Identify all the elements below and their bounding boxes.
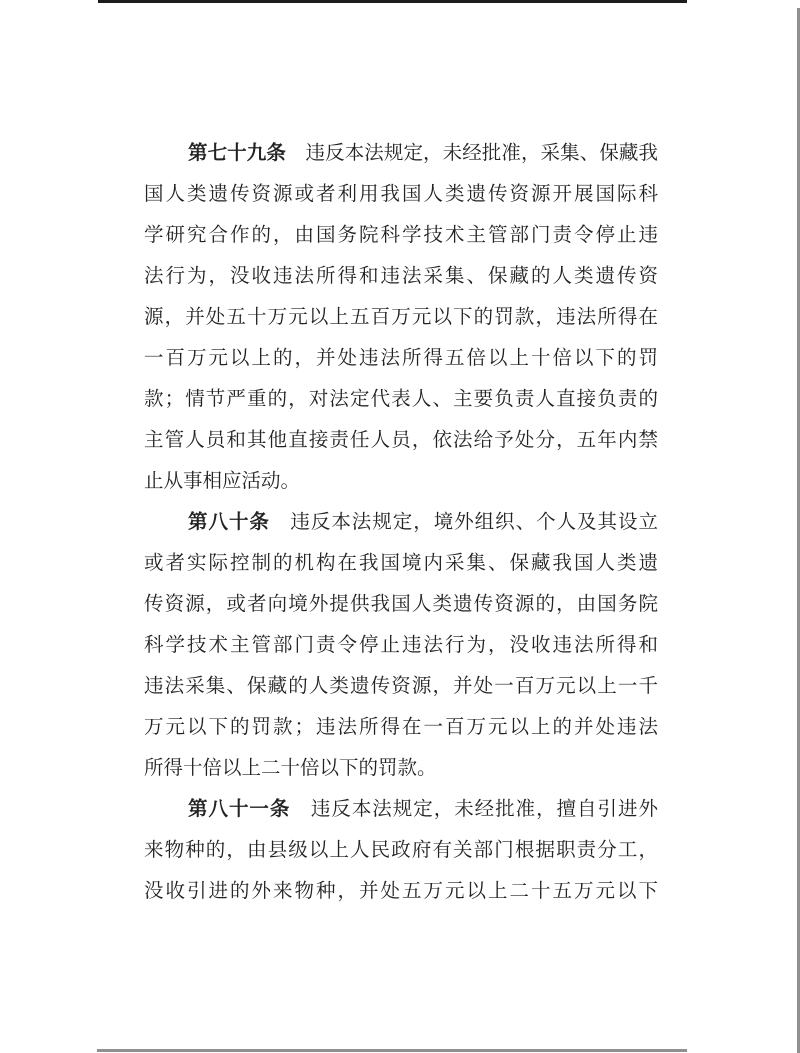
page-bottom-shadow [97,1049,687,1052]
text-line [144,788,658,829]
legal-text-block [144,132,658,911]
line-text: 来物种的，由县级以上人民政府有关部门根据职责分工， [144,838,658,861]
line-text: 国人类遗传资源或者利用我国人类遗传资源开展国际科 [144,182,658,205]
text-line [144,665,658,706]
line-text: 学研究合作的，由国务院科学技术主管部门责令停止违 [144,223,658,246]
article-number: 第七十九条 [188,141,286,164]
article-number: 第八十条 [188,510,270,533]
line-text: 万元以下的罚款；违法所得在一百万元以上的并处违法 [144,715,658,738]
text-line [144,747,658,788]
text-line [144,214,658,255]
line-text: 违反本法规定，未经批准，采集、保藏我 [285,141,658,164]
line-text: 所得十倍以上二十倍以下的罚款。 [144,756,437,779]
text-line [144,255,658,296]
line-text: 传资源，或者向境外提供我国人类遗传资源的，由国务院 [144,592,658,615]
line-text: 止从事相应活动。 [144,469,301,492]
article-number: 第八十一条 [188,797,291,820]
text-line [144,542,658,583]
line-text: 或者实际控制的机构在我国境内采集、保藏我国人类遗 [144,551,658,574]
line-text: 源，并处五十万元以上五百万元以下的罚款，违法所得在 [144,305,658,328]
line-text: 没收引进的外来物种，并处五万元以上二十五万元以下 [144,879,658,902]
page-top-border [98,0,687,3]
line-text: 款；情节严重的，对法定代表人、主要负责人直接负责的 [144,387,658,410]
text-line [144,378,658,419]
text-line [144,501,658,542]
text-line [144,132,658,173]
line-text: 科学技术主管部门责令停止违法行为，没收违法所得和 [144,633,658,656]
line-text: 主管人员和其他直接责任人员，依法给予处分，五年内禁 [144,428,658,451]
text-line [144,337,658,378]
text-line [144,706,658,747]
text-line [144,419,658,460]
line-text: 违法采集、保藏的人类遗传资源，并处一百万元以上一千 [144,674,658,697]
line-text: 法行为，没收违法所得和违法采集、保藏的人类遗传资 [144,264,658,287]
text-line [144,624,658,665]
text-line [144,583,658,624]
text-line [144,173,658,214]
line-text: 违反本法规定，未经批准，擅自引进外 [290,797,658,820]
text-line [144,460,658,501]
text-line [144,870,658,911]
line-text: 一百万元以上的，并处违法所得五倍以上十倍以下的罚 [144,346,658,369]
line-text: 违反本法规定，境外组织、个人及其设立 [269,510,658,533]
text-line [144,829,658,870]
text-line [144,296,658,337]
